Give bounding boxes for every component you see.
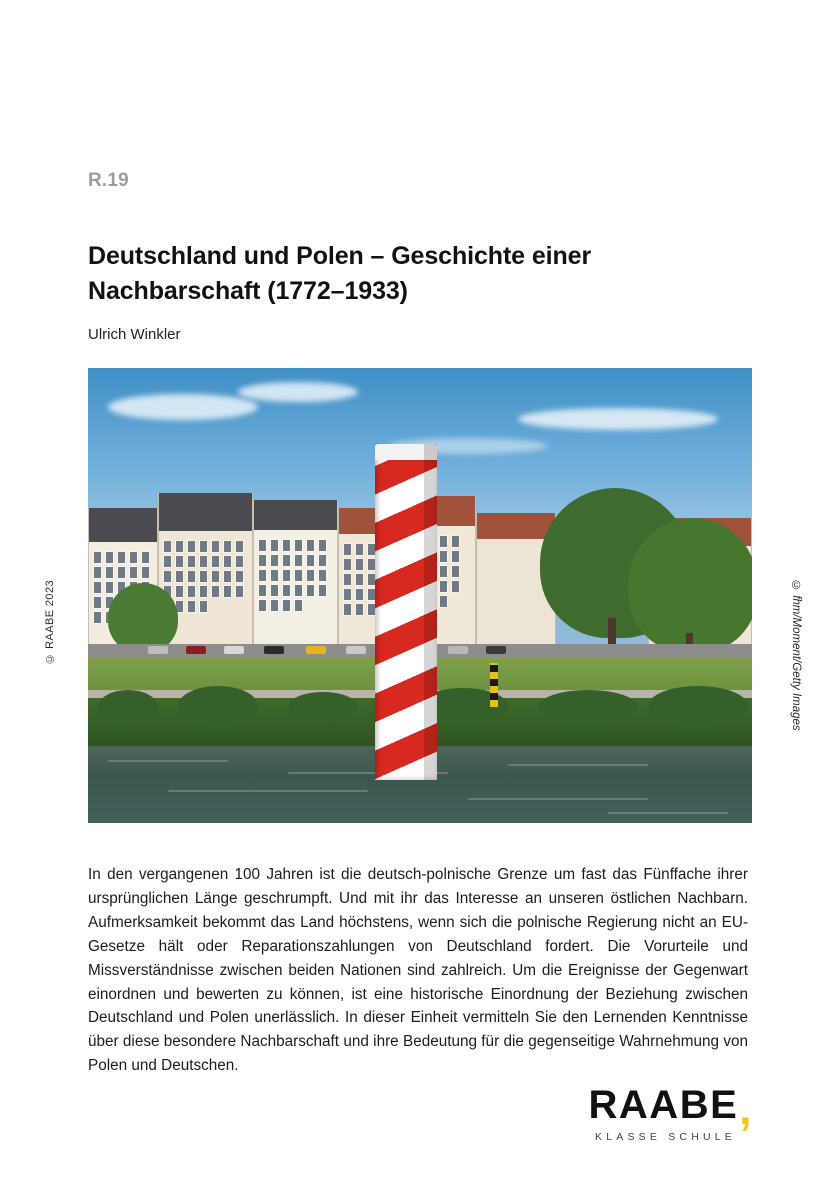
logo-tagline: KLASSE SCHULE <box>595 1131 736 1143</box>
photo-cloud <box>518 408 718 430</box>
photo-cloud <box>238 382 358 402</box>
logo-comma: , <box>739 1085 753 1134</box>
page-title: Deutschland und Polen – Geschichte einer Nachbarschaft (1772–1933) <box>88 241 592 306</box>
photo-roof <box>254 500 337 530</box>
unit-code: R.19 <box>88 170 129 191</box>
photo-car <box>186 646 206 654</box>
logo-wordmark <box>588 1083 753 1134</box>
page-content <box>88 0 752 1200</box>
photo-roof <box>159 493 252 531</box>
cover-photo <box>88 368 752 823</box>
photo-car <box>148 646 168 654</box>
image-credit-vertical-right: © fhm/Moment/Getty Images <box>790 580 802 731</box>
photo-tree <box>108 583 178 653</box>
photo-windows <box>254 536 337 615</box>
photo-cloud <box>108 394 258 420</box>
photo-car <box>448 646 468 654</box>
photo-border-post-shading <box>424 444 437 780</box>
photo-roof <box>477 513 555 539</box>
photo-car <box>224 646 244 654</box>
photo-car <box>346 646 366 654</box>
photo-border-post <box>375 458 437 780</box>
intro-paragraph: In den vergangenen 100 Jahren ist die deutsch-polnische Grenze um fast das Fünffache ihrer ursprünglichen Länge geschrumpft. Und mit ihr das Interesse an unseren östlichen Nachbarn. Aufmerksamkeit bekommt das Land höchstens, wenn sich die polnische Regierung nicht an EU-Gesetze hält oder Reparationszahlungen von Deutschland fordert. Die Vorurteile und Missverständnisse zwischen beiden Nationen sind zahlreich. Um die Ereignisse der Gegenwart einordnen und bewerten zu können, ist eine historische Einordnung der Beziehung zwischen Deutschland und Polen unerlässlich. In dieser Einheit vermitteln Sie den Lernenden Kenntnisse über diese besondere Nachbarschaft und ihre Bedeutung für die gegenseitige Wahrnehmung von Polen und Deutschen. <box>88 866 748 1075</box>
photo-car <box>264 646 284 654</box>
publisher-logo <box>502 1085 752 1143</box>
photo-small-border-marker <box>490 663 498 707</box>
photo-building <box>253 500 338 658</box>
photo-roof <box>89 508 157 542</box>
copyright-vertical-left: © RAABE 2023 <box>44 580 56 665</box>
logo-wordmark-text: RAABE <box>588 1083 739 1127</box>
photo-car <box>306 646 326 654</box>
photo-car <box>486 646 506 654</box>
author-name: Ulrich Winkler <box>88 326 181 343</box>
